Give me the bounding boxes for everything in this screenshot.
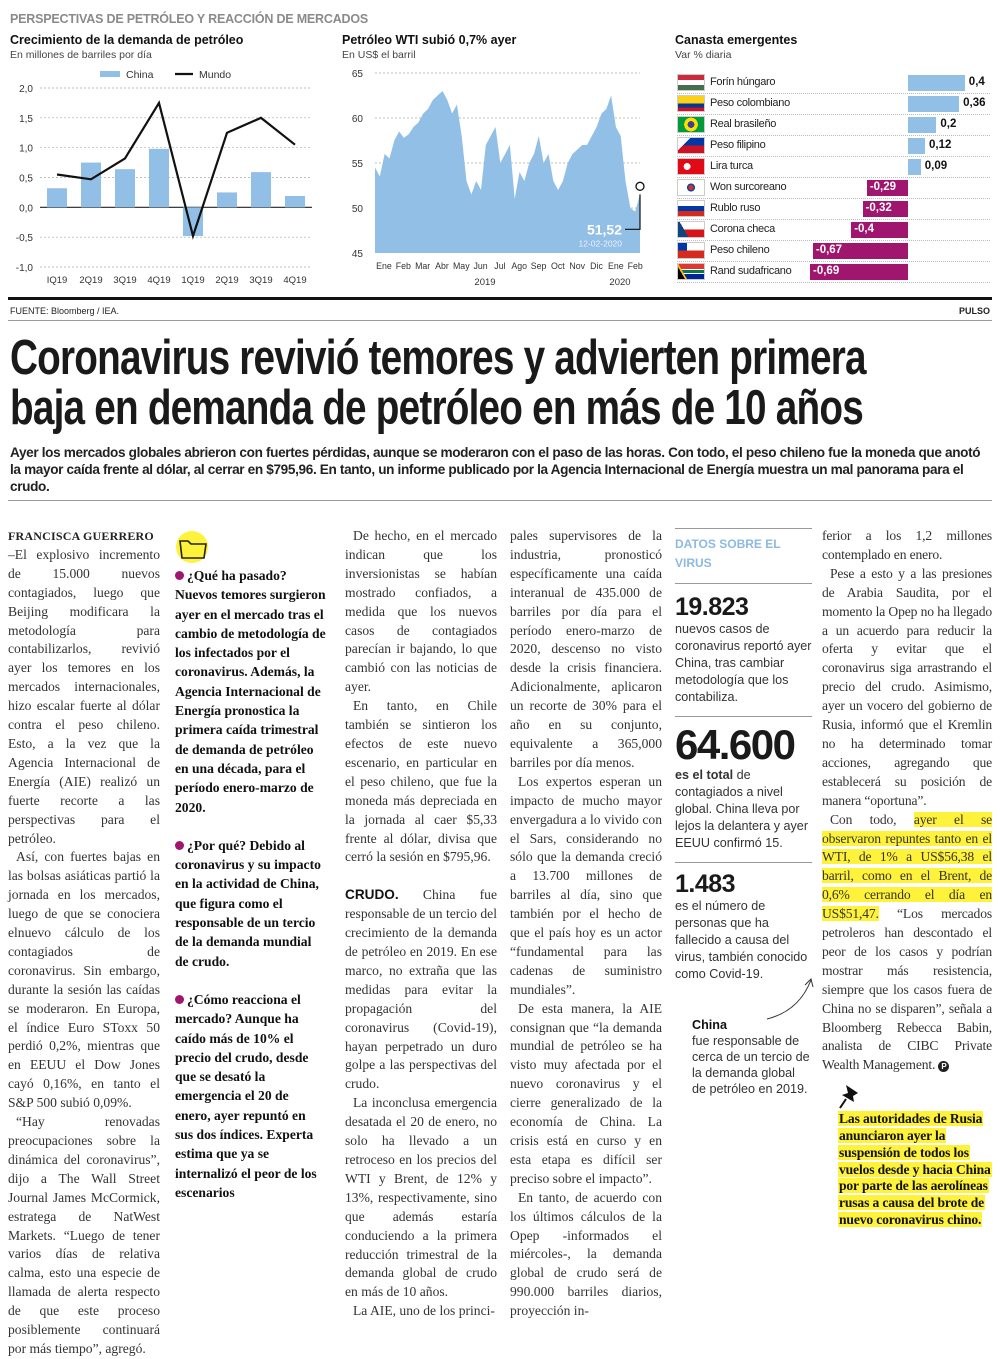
y-tick-label: -0,5 [15,233,33,245]
currency-label: Rand sudafricano [710,265,792,277]
y-tick-label: 0,5 [19,173,33,185]
value-label: 0,09 [924,160,948,172]
chart-subtitle: En US$ el barril [342,49,416,61]
row-separator [677,156,990,157]
answer: Debido al coronavirus y su impacto en la actividad de China, que figura como el responsable de un tercio de la demanda mundial de crudo. [175,837,321,969]
x-tick-label: Dic [590,261,603,271]
y-tick-label: 0,0 [19,203,33,215]
y-tick-label: 2,0 [19,84,33,95]
value-label: 0,4 [968,76,985,88]
currency-label: Forín húngaro [710,76,776,88]
callout-title: China [692,1017,727,1032]
paragraph: “Hay renovadas preocupaciones sobre la dinámica del coronavirus”, dijo a The Wall Street Journal James McCormick, estratega de NatWest Markets. “Luego de tener varios días de relativa calma, esto una especie de llamada de alerta respecto de que este proceso posiblemente continuará por más tiempo”, agregó. [8,1114,160,1356]
sidebar-item [175,566,327,817]
facts-header: DATOS SOBRE EL VIRUS [675,528,812,584]
last-date-label: 12-02-2020 [578,238,622,249]
chart-title: Canasta emergentes [675,33,798,47]
virus-facts-box [675,528,812,1097]
y-tick-label: 60 [351,114,363,125]
byline: FRANCISCA GUERRERO [8,529,154,543]
divider [8,320,992,321]
brand-label: PULSO [958,306,990,316]
x-tick-label: 2Q19 [79,275,103,286]
paragraph-text: “Los mercados petroleros han descontado el peor de los casos y podrían mostrar más resistencia, siempre que los casos fuera de China no se disparen”, señala a Bloomberg Rebecca Babin, analista de CIBC Private Wealth Management. [822,906,992,1073]
chart-subtitle: Var % diaria [675,49,732,61]
currency-label: Peso chileno [710,244,770,256]
x-tick-label: Sep [530,261,547,271]
year-label: 2019 [474,277,496,288]
x-tick-label: May [452,261,470,271]
value-label: -0,4 [854,223,875,235]
value-label: -0,69 [813,265,840,277]
x-tick-label: Feb [627,261,643,271]
headline [10,333,866,433]
positive-bar [908,117,936,133]
bullet-icon [175,995,184,1004]
last-value-marker [636,182,644,190]
paragraph: pales supervisores de la industria, pronosticó específicamente una caída interanual de 435.000 de barriles por día para el período enero-marzo de 2020, descenso no visto desde la crisis financiera. Adicionalmente, aplicaron un recorte de 30% para el año en su conjunto, equivalente a 365,000 barriles por día menos. [510,528,662,770]
x-tick-label: 2Q19 [215,275,239,286]
stat-text: de contagiados a nivel global. China lleva por lejos la delantera y ayer EEUU confirmó 15. [675,767,809,850]
x-tick-label: Oct [551,261,565,271]
x-tick-label: Feb [395,261,411,271]
article-column-6 [822,527,992,1229]
x-tick-label: 3Q19 [249,275,273,286]
paragraph: La AIE, uno de los princi- [353,1303,495,1319]
stat-emphasis: es el total [675,767,734,782]
positive-bar [908,96,959,112]
paragraph: La inconclusa emergencia desatada el 20 de enero, no solo ha llevado a un retroceso en los precios del WTI y Brent, de 12% y 13%, respectivamente, sino que además estaría conduciendo a la primera reducción trimestral de la demanda global de crudo en más de 10 años. [345,1095,497,1300]
arrow-icon [765,977,815,1023]
y-tick-label: -1,0 [15,263,33,274]
russia-flag-icon [677,200,705,217]
stat-description: es el número de personas que ha fallecido a causa del virus, también conocido como Covid-19. [675,898,808,981]
question: ¿Cómo reacciona el mercado? [175,991,301,1027]
value-label: 0,36 [963,97,986,109]
row-separator [677,198,990,199]
paragraph: De esta manera, la AIE consignan que “la demanda mundial de petróleo se ha visto muy afectada por el nuevo coronavirus y el cierre generalizado de la economía de China. La crisis está en curso y en esta etapa es difícil ser preciso sobre el impacto”. [510,1000,662,1186]
x-tick-label: 3Q19 [113,275,137,286]
currency-label: Corona checa [710,223,775,235]
y-tick-label: 55 [351,159,363,170]
sidebar-item [175,990,327,1202]
paragraph [822,811,992,1076]
sidebar-item [175,836,327,971]
south-africa-flag-icon [677,263,705,280]
value-label: -0,67 [815,244,843,256]
answer: Nuevos temores surgieron ayer en el mercado tras el cambio de metodología de los infectados por el coronavirus. Además, la Agencia Internacional de Energía pronostica la primera caída trimestral de demanda de petróleo en una década, para el período enero-marzo de 2020. [175,587,326,815]
x-tick-label: Ene [376,261,392,271]
china-bar [251,172,271,207]
highlight-box [838,1111,992,1229]
chart-subtitle: En millones de barriles por día [10,49,152,61]
positive-bar [908,159,921,175]
x-tick-label: Ene [608,261,624,271]
y-tick-label: 65 [351,69,363,80]
legend-mundo-label: Mundo [199,69,232,81]
x-tick-label: IQ19 [46,275,68,286]
question: ¿Por qué? [187,837,247,853]
highlight-box-text: Las autoridades de Rusia anunciaron ayer la suspensión de todos los vuelos desde y hacia China por parte de las aerolíneas rusas a causa del brote de nuevo coronavirus chino. [839,1111,991,1228]
demand-chart-header [10,33,243,61]
currency-label: Won surcoreano [710,181,787,193]
source-note: FUENTE: Bloomberg / IEA. [10,306,120,316]
currency-label: Peso colombiano [710,97,790,109]
divider [8,297,992,300]
paragraph: ferior a los 1,2 millones contemplado en enero. [822,528,992,562]
x-tick-label: Jun [473,261,488,271]
stat-total-cases: 64.600 [675,720,795,768]
brazil-flag-icon [677,116,705,133]
arrow-wrap [675,983,812,1017]
headline-line: Coronavirus revivió temores y advierten primera [10,331,866,385]
currency-label: Rublo ruso [710,202,761,214]
czech-flag-icon [677,221,705,238]
x-tick-label: Nov [569,261,586,271]
positive-bar [908,138,925,154]
turkey-flag-icon [677,158,705,175]
row-separator [677,240,990,241]
wti-price-chart [335,60,660,295]
china-callout [692,1017,812,1097]
x-tick-label: Abr [435,261,449,271]
china-bar [285,196,305,207]
x-tick-label: Jul [494,261,506,271]
south-korea-flag-icon [677,179,705,196]
demand-growth-chart [0,60,330,295]
paragraph: En tanto, de acuerdo con los últimos cálculos de la Opep -informados el miércoles-, la demanda global de crudo será de 990.000 barriles diarios, proyección in- [510,1189,662,1319]
x-tick-label: 1Q19 [181,275,205,286]
lead-paragraph: Ayer los mercados globales abrieron con fuertes pérdidas, aunque se moderaron con el paso de las horas. Con todo, el peso chileno fue la moneda que anotó la mayor caída frente al dólar, al cerrar en $795,96. En tanto, un informe publicado por la Agencia Internacional de Energía muestra un mal panorama para el crudo. [10,445,981,494]
y-tick-label: 1,5 [19,113,33,125]
paragraph: De hecho, en el mercado indican que los inversionistas se habían mostrado confiados, a medida que los nuevos casos de contagiados parecían ir bajando, lo que cambió con las noticias de ayer. [345,528,497,695]
stat-deaths: 1.483 [675,869,736,898]
x-tick-label: Mar [415,261,431,271]
value-label: -0,32 [865,202,892,214]
china-bar [217,192,237,207]
hungary-flag-icon [677,74,705,91]
china-bar [47,188,67,207]
folder-icon [175,530,215,564]
china-bar [149,149,169,207]
bullet-icon [175,841,184,850]
chart-title: Crecimiento de la demanda de petróleo [10,33,244,47]
legend-china-label: China [126,69,154,81]
year-label: 2020 [609,277,631,288]
x-tick-label: 4Q19 [283,275,307,286]
row-separator [677,93,990,94]
legend-china-swatch [100,71,120,77]
article-column-1 [8,527,160,1359]
value-label: -0,29 [869,181,897,193]
value-label: 0,2 [940,118,957,130]
paragraph: –El explosivo incremento de 15.000 nuevos contagiados, luego que Beijing modificara la metodología para contabilizarlos, revivió ayer los temores en los mercados internacionales, hizo escalar fuerte al dólar contra el peso chileno. Esto, a la vez que la Agencia Internacional de Energía (AIE) realizó un fuerte recorte a las perspectivas para el petróleo. [8,546,160,846]
paragraph [345,886,497,1094]
row-separator [677,135,990,136]
headline-line: baja en demanda de petróleo en más de 10 años [10,381,863,435]
row-separator [677,114,990,115]
positive-bar [908,75,965,91]
pushpin-icon [838,1083,862,1109]
chart-title: Petróleo WTI subió 0,7% ayer [342,33,517,47]
row-separator [677,177,990,178]
wti-chart-header [342,33,516,61]
subheading: CRUDO. [345,887,399,903]
section-title: PERSPECTIVAS DE PETRÓLEO Y REACCIÓN DE MERCADOS [10,12,369,26]
y-tick-label: 50 [351,204,363,215]
row-separator [677,282,990,283]
paragraph: Así, con fuertes bajas en las bolsas asiáticas partió la jornada en los mercados, luego de que se conociera elnuevo cálculo de los contagiados de coronavirus. Sin embargo, durante la sesión las caídas se moderaron. En Europa, el índice Euro SToxx 50 perdió 0,2%, mientras que en EEUU el Dow Jones cayó 0,16%, en tanto el S&P 500 subió 0,09%. [8,849,160,1111]
currency-chart-header [675,33,797,61]
bullet-icon [175,571,184,580]
question: ¿Qué ha pasado? [187,568,287,583]
callout-text: fue responsable de cerca de un tercio de la demanda global de petróleo en 2019. [692,1033,810,1096]
currency-label: Peso filipino [710,139,766,151]
x-tick-label: 4Q19 [147,275,171,286]
paragraph-text: Con todo, [830,811,914,827]
last-value-label: 51,52 [586,221,622,238]
currency-label: Real brasileño [710,118,777,130]
article-column-3 [345,527,497,1321]
key-questions-sidebar [175,530,327,1221]
china-bar [81,163,101,208]
chile-flag-icon [677,242,705,259]
stat-description [675,767,812,863]
row-separator [677,261,990,262]
paragraph: Pese a esto y a las presiones de Arabia Saudita, por el momento la Opep no ha llegado a un acuerdo para reducir la oferta y evitar que el coronavirus siga arrastrando el precio del crudo. Asimismo, ayer un vocero del gobierno de Rusia, informó que el Kremlin no ha determinado tomar acciones, agregando que establecerá su posición de manera “oportuna”. [822,565,992,808]
paragraph: En tanto, en Chile también se sintieron los efectos de este nuevo escenario, en particular en el peso chileno, que fue la moneda más depreciada en la jornada al caer $5,33 frente al dólar, divisa que cerró la sesión en $795,96. [345,698,497,865]
value-label: 0,12 [929,139,952,151]
paragraph-text: China fue responsable de un tercio del crecimiento de la demanda de petróleo en 2019. En ese marco, no extraña que las medidas para evitar la propagación del coronavirus (Covid-19), hayan perpetrado un duro golpe a las perspectivas del crudo. [345,887,497,1092]
row-separator [677,219,990,220]
philippines-flag-icon [677,137,705,154]
y-tick-label: 45 [351,249,363,260]
currency-label: Lira turca [710,160,753,172]
x-tick-label: Ago [511,261,528,271]
stat-description: nuevos casos de coronavirus reportó ayer China, tras cambiar metodología que los contabiliza. [675,621,812,717]
paragraph: Los expertos esperan un impacto de mucho mayor envergadura a lo vivido con el Sars, considerando no sólo que la demanda creció a 13.700 millones de barriles al día, sino que también por el hecho de que el país hoy es un actor “fundamental para las cadenas de suministro mundiales”. [510,773,662,997]
end-mark-icon: P [938,1061,949,1072]
divider [8,500,992,501]
china-bar [115,169,135,207]
colombia-flag-icon [677,95,705,112]
stat-new-cases: 19.823 [675,592,749,621]
answer: Aunque ha caído más de 10% el precio del crudo, desde que se desató la emergencia el 20 de enero, ayer repuntó en sus dos índices. Experta estima que ya se internalizó el peor de los escenarios [175,1011,317,1200]
highlighted-text: ayer el se observaron repuntes tanto en el WTI, de 1% a US$56,38 el barril, como en el Brent, de 0,6% cerrando el día en US$51,47. [822,811,993,922]
article-column-4 [510,527,662,1321]
y-tick-label: 1,0 [19,143,33,155]
